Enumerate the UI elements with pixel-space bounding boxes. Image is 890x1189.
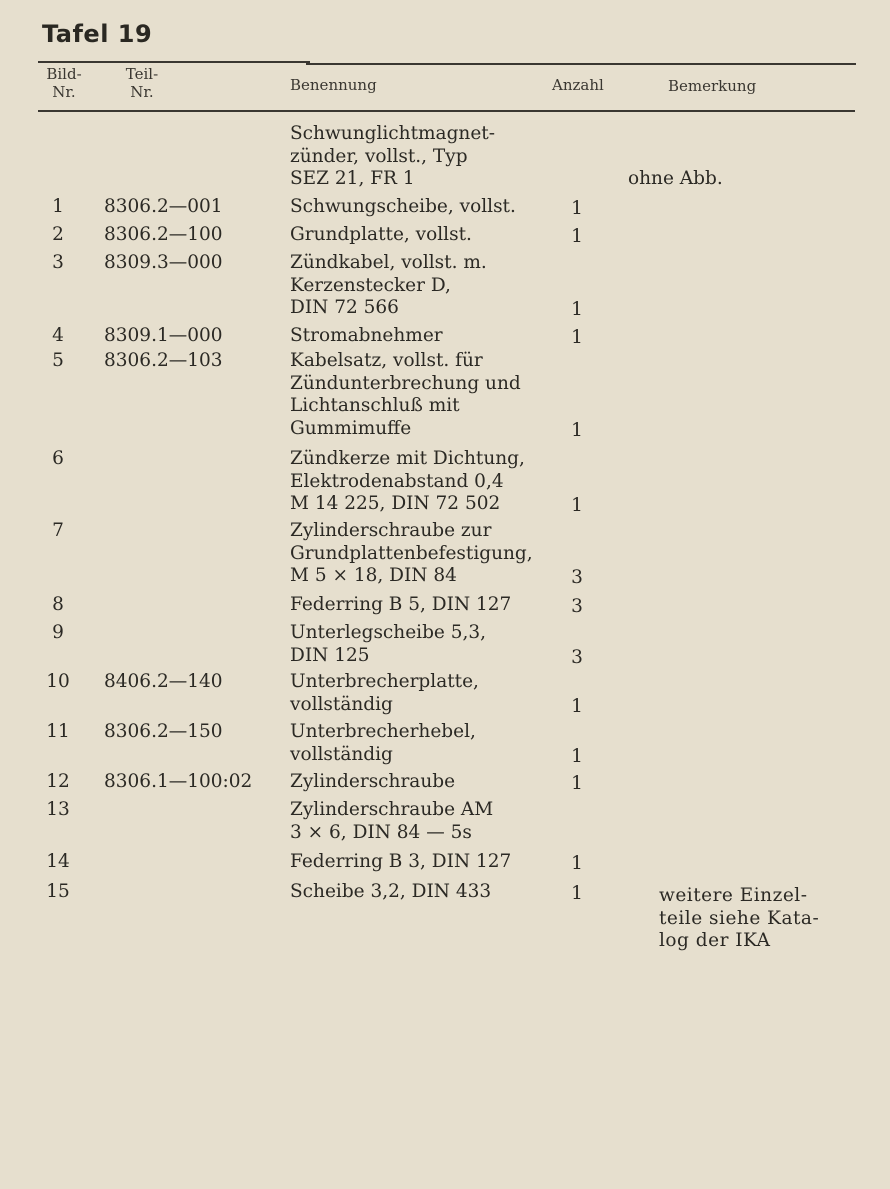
- teil-nr-cell: 8406.2—140: [104, 671, 223, 692]
- bild-nr-cell: 11: [46, 721, 70, 742]
- anzahl-cell: 1: [571, 198, 583, 219]
- benennung-line: Zylinderschraube AM: [290, 799, 494, 820]
- bild-nr-cell: 6: [52, 448, 64, 469]
- bild-nr-cell: 13: [46, 799, 70, 820]
- anzahl-cell: 1: [571, 226, 583, 247]
- benennung-line: Zylinderschraube zur: [290, 520, 492, 541]
- header-teil-line1: Teil-: [125, 65, 159, 83]
- benennung-line: 3 × 6, DIN 84 — 5s: [290, 821, 472, 843]
- header-bild-line2: Nr.: [52, 83, 76, 101]
- teil-nr-cell: 8306.2—103: [104, 350, 223, 371]
- benennung-line: vollständig: [290, 693, 393, 715]
- benennung-line: Unterbrecherplatte,: [290, 671, 479, 692]
- header-teil-line2: Nr.: [130, 83, 154, 101]
- bild-nr-cell: 5: [52, 350, 64, 371]
- benennung-line: M 5 × 18, DIN 84: [290, 565, 457, 586]
- benennung-line: zünder, vollst., Typ: [290, 145, 468, 167]
- anzahl-cell: 1: [571, 773, 583, 794]
- header-benennung: Benennung: [290, 76, 377, 94]
- top-rule-left: [38, 61, 310, 63]
- teil-nr-cell: 8309.1—000: [104, 325, 223, 346]
- anzahl-cell: 1: [571, 695, 583, 717]
- bemerkung-cell: ohne Abb.: [628, 168, 723, 189]
- anzahl-cell: 3: [571, 567, 583, 588]
- benennung-line: Kabelsatz, vollst. für: [290, 350, 483, 371]
- header-anzahl: Anzahl: [552, 76, 604, 94]
- header-bild-nr: [38, 65, 90, 101]
- teil-nr-cell: 8306.1—100:02: [104, 771, 253, 792]
- bild-nr-cell: 8: [52, 594, 64, 615]
- benennung-line: Scheibe 3,2, DIN 433: [290, 881, 492, 902]
- teil-nr-cell: 8309.3—000: [104, 252, 223, 273]
- bild-nr-cell: 15: [46, 881, 70, 902]
- benennung-line: Federring B 5, DIN 127: [290, 594, 512, 615]
- page-title: Tafel 19: [42, 20, 153, 48]
- benennung-line: Unterbrecherhebel,: [290, 721, 476, 742]
- bild-nr-cell: 3: [52, 252, 64, 273]
- bild-nr-cell: 9: [52, 622, 64, 643]
- footnote-line: weitere Einzel-: [659, 885, 808, 906]
- benennung-line: Grundplatte, vollst.: [290, 224, 472, 245]
- anzahl-cell: 3: [571, 646, 583, 668]
- teil-nr-cell: 8306.2—001: [104, 196, 223, 217]
- benennung-line: Grundplattenbefestigung,: [290, 542, 533, 564]
- bild-nr-cell: 1: [52, 196, 64, 217]
- footnote-line: teile siehe Kata-: [659, 907, 820, 929]
- benennung-line: Lichtanschluß mit: [290, 395, 460, 416]
- benennung-line: Zündkerze mit Dichtung,: [290, 448, 525, 469]
- anzahl-cell: 3: [571, 596, 583, 617]
- footnote: [659, 885, 819, 953]
- anzahl-cell: 1: [571, 883, 583, 904]
- header-rule: [38, 110, 855, 112]
- benennung-line: Stromabnehmer: [290, 325, 443, 346]
- bild-nr-cell: 14: [46, 851, 70, 872]
- top-rule-right: [306, 63, 856, 65]
- benennung-line: DIN 72 566: [290, 297, 399, 318]
- footnote-line: log der IKA: [659, 930, 771, 951]
- header-teil-nr: [116, 65, 168, 101]
- benennung-line: DIN 125: [290, 644, 370, 666]
- bild-nr-cell: 2: [52, 224, 64, 245]
- anzahl-cell: 1: [571, 419, 583, 441]
- bild-nr-cell: 7: [52, 520, 64, 541]
- benennung-line: Zündunterbrechung und: [290, 372, 521, 394]
- benennung-line: Zylinderschraube: [290, 771, 456, 792]
- bild-nr-cell: 10: [46, 671, 70, 692]
- bild-nr-cell: 4: [52, 325, 64, 346]
- anzahl-cell: 1: [571, 495, 583, 516]
- benennung-line: vollständig: [290, 743, 393, 765]
- bild-nr-cell: 12: [46, 771, 70, 792]
- benennung-line: SEZ 21, FR 1: [290, 168, 415, 189]
- anzahl-cell: 1: [571, 327, 583, 348]
- benennung-line: Gummimuffe: [290, 417, 412, 439]
- benennung-line: Schwungscheibe, vollst.: [290, 196, 516, 217]
- anzahl-cell: 1: [571, 853, 583, 874]
- teil-nr-cell: 8306.2—100: [104, 224, 223, 245]
- benennung-line: Schwunglichtmagnet-: [290, 123, 495, 144]
- benennung-line: Federring B 3, DIN 127: [290, 851, 512, 872]
- header-bemerkung: Bemerkung: [668, 77, 757, 95]
- anzahl-cell: 1: [571, 745, 583, 767]
- benennung-line: Kerzenstecker D,: [290, 274, 451, 296]
- header-bild-line1: Bild-: [46, 65, 82, 83]
- benennung-line: M 14 225, DIN 72 502: [290, 493, 501, 514]
- teil-nr-cell: 8306.2—150: [104, 721, 223, 742]
- benennung-line: Elektrodenabstand 0,4: [290, 470, 504, 492]
- benennung-line: Zündkabel, vollst. m.: [290, 252, 487, 273]
- anzahl-cell: 1: [571, 299, 583, 320]
- benennung-line: Unterlegscheibe 5,3,: [290, 622, 487, 643]
